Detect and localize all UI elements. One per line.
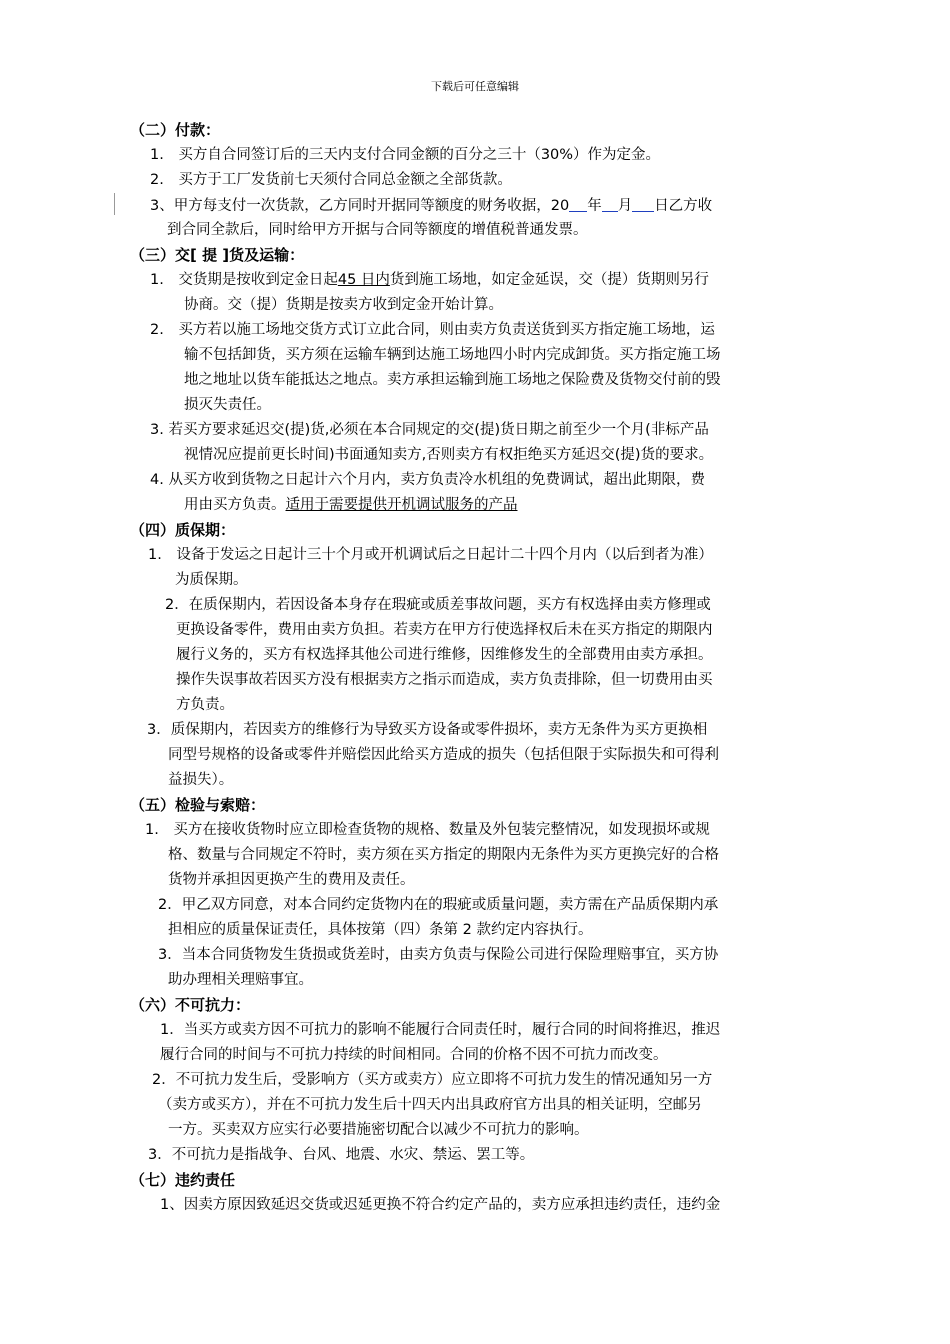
payment-item-1: 1. 买方自合同签订后的三天内支付合同金额的百分之三十（30%）作为定金。 xyxy=(150,147,661,163)
delivery-item-2: 2. 买方若以施工场地交货方式订立此合同，则由卖方负责送货到买方指定施工场地，运 xyxy=(150,322,715,338)
warranty-item-1: 1. 设备于发运之日起计三十个月或开机调试后之日起计二十四个月内（以后到者为准） xyxy=(148,547,713,563)
force-majeure-item-2-cont-2: 一方。买卖双方应实行必要措施密切配合以减少不可抗力的影响。 xyxy=(168,1122,589,1138)
day-blank xyxy=(632,195,654,212)
section-heading-delivery: （三）交[ 提 ]货及运输： xyxy=(130,246,305,264)
delivery-item-1-text-a: 1. 交货期是按收到定金日起 xyxy=(150,272,338,288)
section-heading-breach: （七）违约责任 xyxy=(130,1171,236,1189)
section-heading-payment: （二）付款： xyxy=(130,121,221,139)
inspection-item-3-cont: 助办理相关理赔事宜。 xyxy=(168,972,313,988)
delivery-item-4-cont xyxy=(184,495,518,515)
delivery-item-4-text-b: 用由买方负责。 xyxy=(184,497,286,513)
payment-item-3 xyxy=(150,195,712,216)
warranty-item-3: 3．质保期内，若因卖方的维修行为导致买方设备或零件损坏，卖方无条件为买方更换相 xyxy=(147,722,708,738)
delivery-item-1 xyxy=(150,270,709,290)
payment-item-3-cont: 到合同全款后，同时给甲方开据与合同等额度的增值税普通发票。 xyxy=(167,222,588,238)
month-label: 月 xyxy=(617,198,633,214)
inspection-item-2: 2．甲乙双方同意，对本合同约定货物内在的瑕疵或质量问题，卖方需在产品质保期内承 xyxy=(158,897,719,913)
force-majeure-item-3: 3．不可抗力是指战争、台风、地震、水灾、禁运、罢工等。 xyxy=(148,1147,535,1163)
year-label: 年 xyxy=(587,198,602,214)
delivery-period: 45 日内 xyxy=(337,272,390,288)
warranty-item-2-cont-3: 操作失误事故若因买方没有根据卖方之指示而造成，卖方负责排除，但一切费用由买 xyxy=(176,672,713,688)
warranty-item-2-cont-2: 履行义务的，买方有权选择其他公司进行维修，因维修发生的全部费用由卖方承担。 xyxy=(176,647,713,663)
delivery-item-1-cont: 协商。交（提）货期是按卖方收到定金开始计算。 xyxy=(184,297,503,313)
delivery-item-1-text-b: 货到施工场地，如定金延误，交（提）货期则另行 xyxy=(389,272,709,288)
delivery-item-2-cont-2: 地之地址以货车能抵达之地点。卖方承担运输到施工场地之保险费及货物交付前的毁 xyxy=(184,372,721,388)
delivery-item-2-cont-1: 输不包括卸货，买方须在运输车辆到达施工场地四小时内完成卸货。买方指定施工场 xyxy=(184,347,721,363)
breach-item-1: 1、因卖方原因致延迟交货或迟延更换不符合约定产品的，卖方应承担违约责任，违约金 xyxy=(160,1197,721,1213)
delivery-item-4-note: 适用于需要提供开机调试服务的产品 xyxy=(285,497,518,513)
month-blank xyxy=(602,195,618,212)
margin-mark xyxy=(114,193,115,215)
inspection-item-3: 3．当本合同货物发生货损或货差时，由卖方负责与保险公司进行保险理赔事宜，买方协 xyxy=(158,947,719,963)
section-heading-inspection: （五）检验与索赔： xyxy=(130,796,266,814)
inspection-item-2-cont: 担相应的质量保证责任，具体按第（四）条第 2 款约定内容执行。 xyxy=(168,922,593,938)
warranty-item-2-cont-1: 更换设备零件，费用由卖方负担。若卖方在甲方行使选择权后未在买方指定的期限内 xyxy=(176,622,713,638)
payment-item-2: 2. 买方于工厂发货前七天须付合同总金额之全部货款。 xyxy=(150,172,512,188)
warranty-item-3-cont-1: 同型号规格的设备或零件并赔偿因此给买方造成的损失（包括但限于实际损失和可得利 xyxy=(168,747,719,763)
warranty-item-3-cont-2: 益损失）。 xyxy=(168,772,234,788)
warranty-item-2-cont-4: 方负责。 xyxy=(176,697,234,713)
year-blank xyxy=(569,195,587,212)
payment-item-3-text-a: 3、甲方每支付一次货款，乙方同时开据同等额度的财务收据，20 xyxy=(150,198,570,214)
force-majeure-item-1-cont: 履行合同的时间与不可抗力持续的时间相同。合同的价格不因不可抗力而改变。 xyxy=(160,1047,668,1063)
delivery-item-4: 4. 从买方收到货物之日起计六个月内，卖方负责冷水机组的免费调试，超出此期限，费 xyxy=(150,472,705,488)
inspection-item-1: 1. 买方在接收货物时应立即检查货物的规格、数量及外包装完整情况，如发现损坏或规 xyxy=(145,822,710,838)
header-note: 下载后可任意编辑 xyxy=(431,80,519,93)
warranty-item-1-cont: 为质保期。 xyxy=(175,572,248,588)
payment-item-3-text-b: 日乙方收 xyxy=(654,198,713,214)
force-majeure-item-1: 1．当买方或卖方因不可抗力的影响不能履行合同责任时，履行合同的时间将推迟，推迟 xyxy=(160,1022,721,1038)
warranty-item-2: 2．在质保期内，若因设备本身存在瑕疵或质差事故问题，买方有权选择由卖方修理或 xyxy=(165,597,711,613)
force-majeure-item-2-cont-1: （卖方或买方），并在不可抗力发生后十四天内出具政府官方出具的相关证明，空邮另 xyxy=(158,1097,702,1113)
section-heading-warranty: （四）质保期： xyxy=(130,521,236,539)
section-heading-force-majeure: （六）不可抗力： xyxy=(130,996,251,1014)
force-majeure-item-2: 2．不可抗力发生后，受影响方（买方或卖方）应立即将不可抗力发生的情况通知另一方 xyxy=(152,1072,713,1088)
inspection-item-1-cont-1: 格、数量与合同规定不符时，卖方须在买方指定的期限内无条件为买方更换完好的合格 xyxy=(168,847,719,863)
inspection-item-1-cont-2: 货物并承担因更换产生的费用及责任。 xyxy=(168,872,415,888)
delivery-item-3: 3. 若买方要求延迟交(提)货,必须在本合同规定的交(提)货日期之前至少一个月(非标产品 xyxy=(150,422,709,438)
delivery-item-2-cont-3: 损灭失责任。 xyxy=(184,397,271,413)
delivery-item-3-cont: 视情况应提前更长时间)书面通知卖方,否则卖方有权拒绝买方延迟交(提)货的要求。 xyxy=(184,447,714,463)
